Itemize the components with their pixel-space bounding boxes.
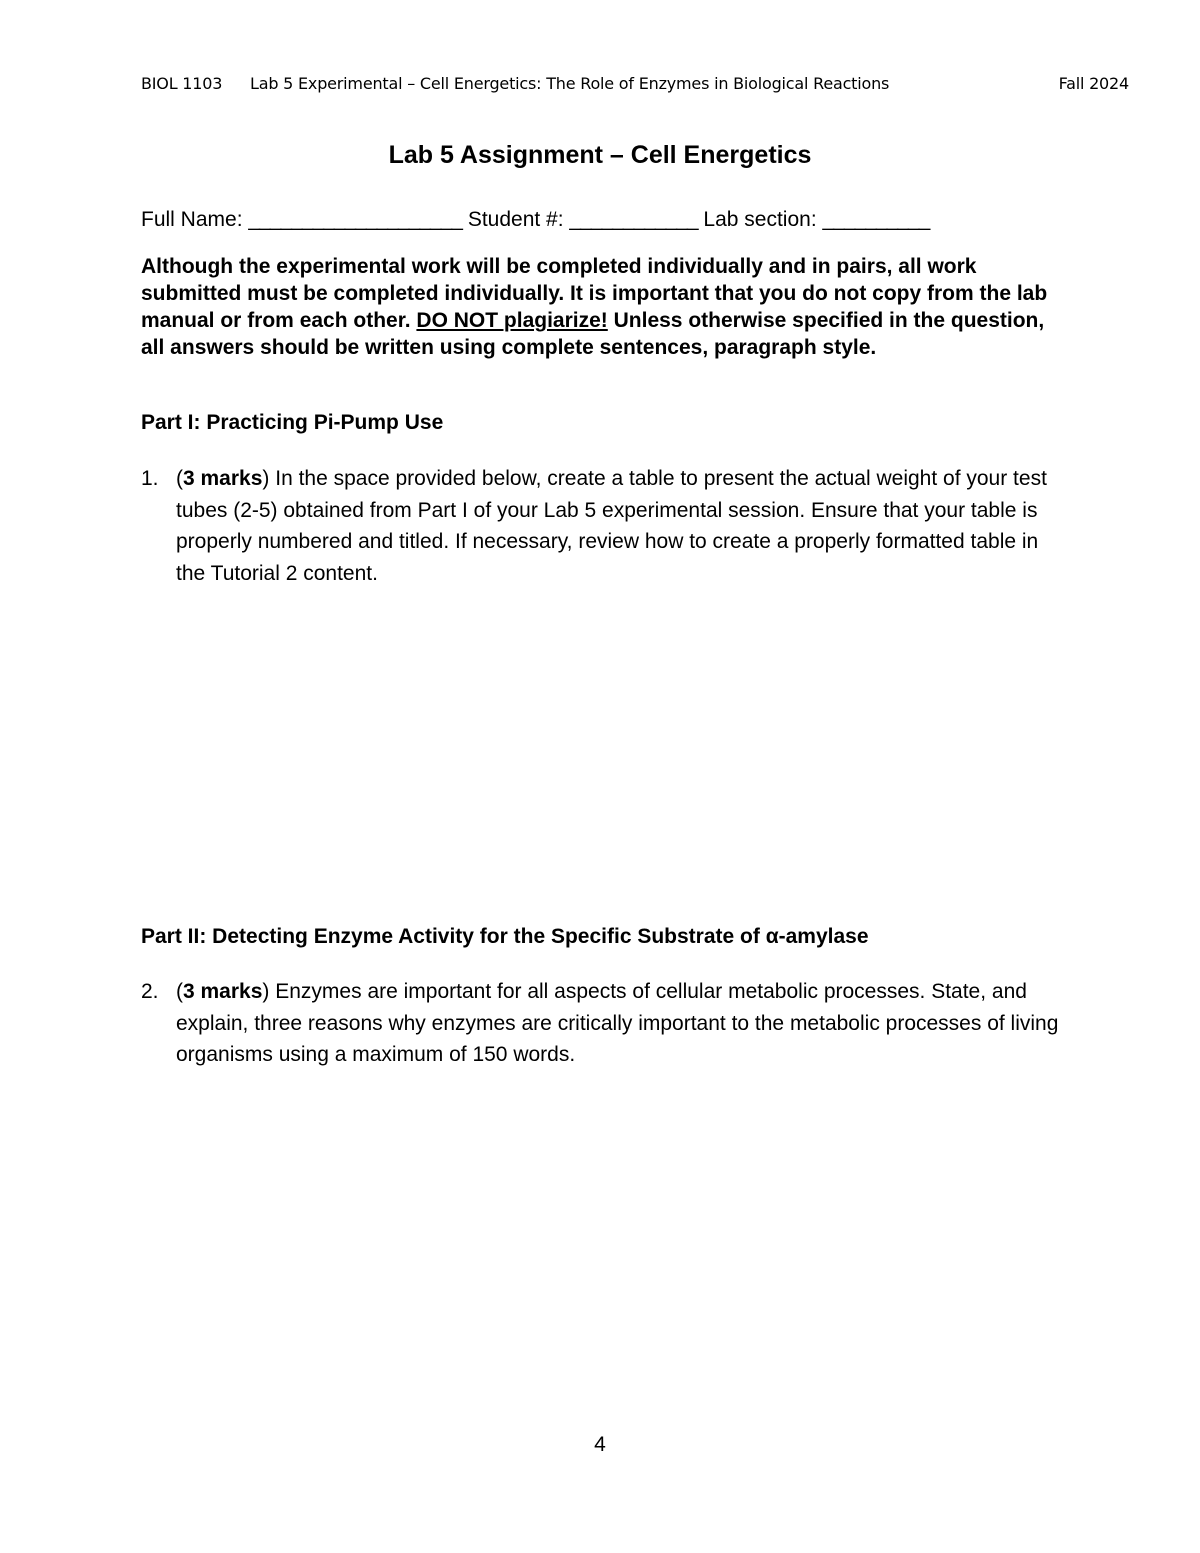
part1-heading: Part I: Practicing Pi-Pump Use — [141, 411, 444, 434]
question-1-marks: 3 marks — [183, 467, 263, 490]
question-2-body: Enzymes are important for all aspects of cellular metabolic processes. State, and explain, three reasons why enzymes are critically important to the metabolic processes of living organisms using a maximum of 150 words. — [176, 980, 1059, 1066]
question-1-number: 1. — [141, 467, 159, 490]
question-2-marks: 3 marks — [183, 980, 263, 1003]
question-1-close-paren: ) — [262, 467, 270, 490]
question-1-open-paren: ( — [176, 467, 183, 490]
question-1-body: In the space provided below, create a table to present the actual weight of your test tubes (2-5) obtained from Part I of your Lab 5 experimental session. Ensure that your table is properly numbered and titled. If necessary, review how to create a properly formatted table in the Tutorial 2 content. — [176, 467, 1047, 585]
notice-emphasis: DO NOT plagiarize! — [416, 309, 608, 332]
document-title: Lab 5 Assignment – Cell Energetics — [388, 141, 812, 169]
lab-section-label: Lab section: — [703, 208, 817, 231]
plagiarism-notice — [141, 253, 1071, 361]
question-1-text — [176, 463, 1071, 589]
full-name-blank: ____________________ — [248, 208, 462, 231]
student-number-blank: ____________ — [569, 208, 698, 231]
lab-section-blank: __________ — [822, 208, 930, 231]
question-2-close-paren: ) — [262, 980, 270, 1003]
student-info-line — [141, 208, 929, 232]
page-number: 4 — [594, 1433, 606, 1456]
header-lab-title: Lab 5 Experimental – Cell Energetics: The Role of Enzymes in Biological Reactions — [250, 74, 890, 93]
question-1 — [141, 463, 1071, 589]
question-2 — [141, 976, 1071, 1071]
full-name-label: Full Name: — [141, 208, 243, 231]
header-term: Fall 2024 — [1058, 74, 1129, 93]
header-course: BIOL 1103 — [141, 74, 223, 93]
part2-heading: Part II: Detecting Enzyme Activity for the Specific Substrate of α-amylase — [141, 925, 869, 948]
question-2-text — [176, 976, 1071, 1071]
question-2-open-paren: ( — [176, 980, 183, 1003]
question-2-number: 2. — [141, 980, 159, 1003]
notice-text-before: Although the experimental work will be completed individually and in pairs, all work submitted must be completed individually. It is important that you do not copy from the lab manual or from each other. — [141, 255, 1048, 332]
student-number-label: Student #: — [467, 208, 564, 231]
notice-text-after: Unless otherwise specified in the question, all answers should be written using complete sentences, paragraph style. — [141, 309, 1045, 359]
